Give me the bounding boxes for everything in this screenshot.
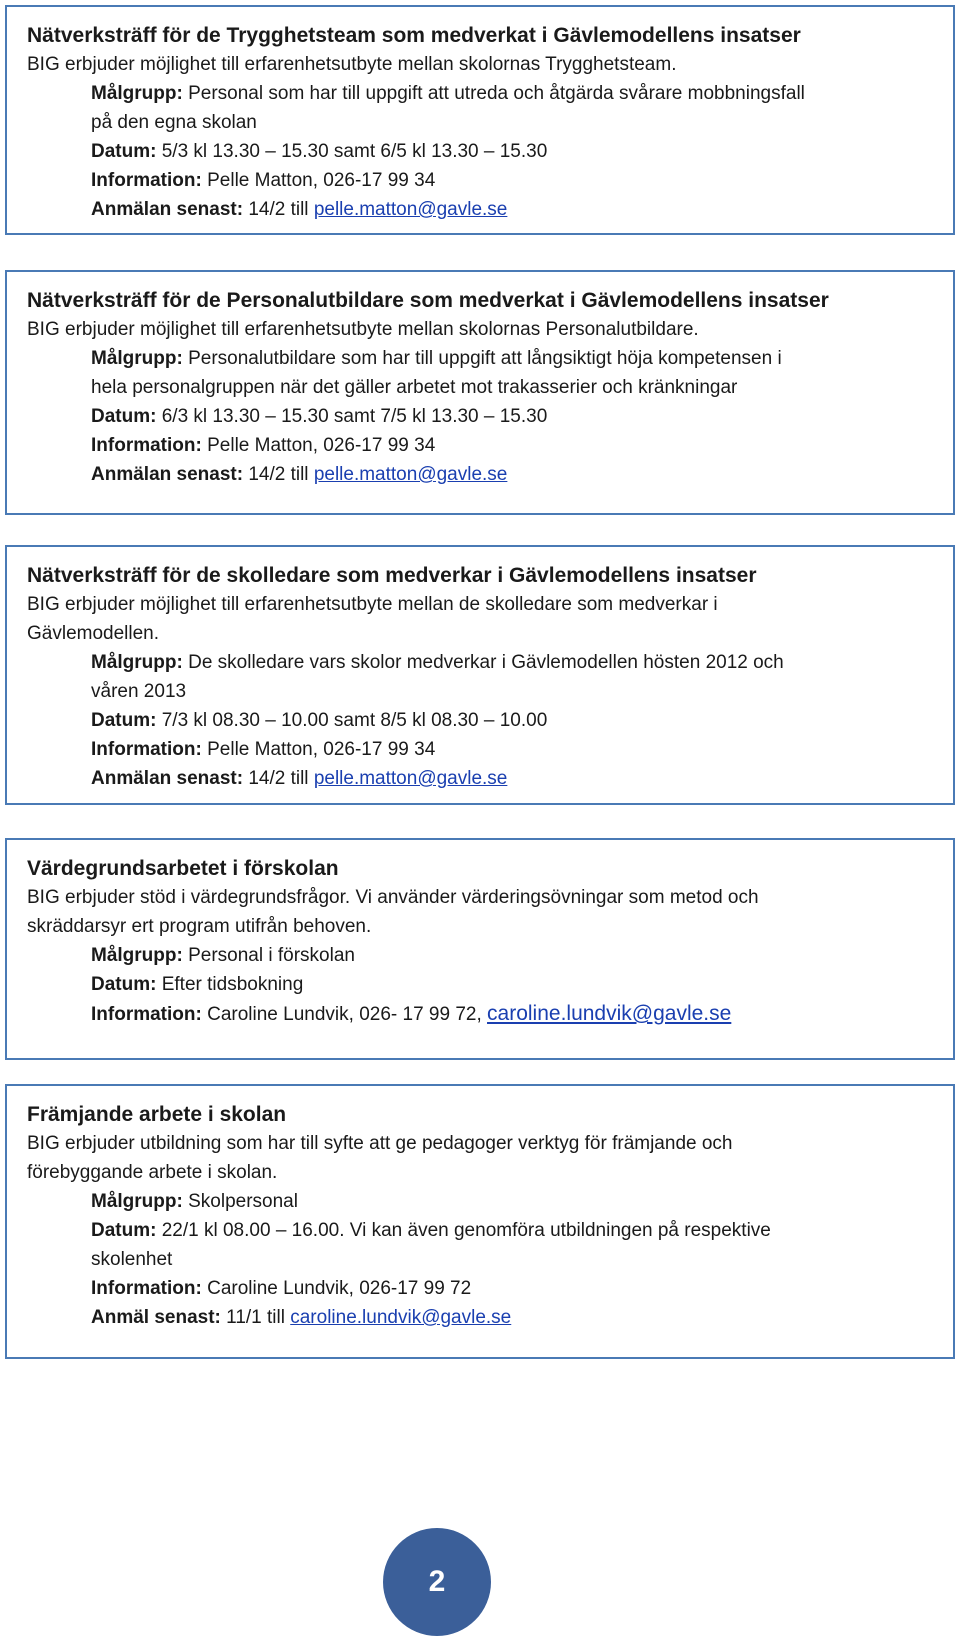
email-link[interactable]: pelle.matton@gavle.se [313,464,508,485]
info-label: Information: [91,435,202,456]
target-value: Personal som har till uppgift att utreda och åtgärda svårare mobbningsfall [188,83,805,104]
email-link[interactable]: caroline.lundvik@gavle.se [290,1307,512,1328]
date-value: 22/1 kl 08.00 – 16.00. Vi kan även genomföra utbildningen på respektive [161,1220,771,1241]
info-value: Caroline Lundvik, 026-17 99 72 [207,1278,472,1299]
target-value: Personalutbildare som har till uppgift att långsiktigt höja kompetensen i [188,348,782,369]
registration-label: Anmälan senast: [91,464,244,485]
info-value: Caroline Lundvik, 026- 17 99 72, [207,1004,482,1025]
email-link[interactable]: pelle.matton@gavle.se [313,199,508,220]
date-value: Efter tidsbokning [161,974,304,995]
info-label: Information: [91,1004,202,1025]
info-value: Pelle Matton, 026-17 99 34 [207,170,436,191]
info-value: Pelle Matton, 026-17 99 34 [207,739,436,760]
event-title: Nätverksträff för de skolledare som medverkar i Gävlemodellens insatser [27,564,757,587]
event-intro: BIG erbjuder möjlighet till erfarenhetsutbyte mellan de skolledare som medverkar i [27,594,718,615]
page-number-badge: 2 [383,1528,491,1636]
target-group [27,941,933,970]
event-info [27,166,933,195]
event-title: Värdegrundsarbetet i förskolan [27,857,339,880]
event-registration [27,764,933,793]
info-value: Pelle Matton, 026-17 99 34 [207,435,436,456]
target-group [27,1187,933,1216]
event-card-trygghetsteam [5,5,955,235]
event-info [27,735,933,764]
event-date [27,970,933,999]
target-label: Målgrupp: [91,1191,183,1212]
event-title: Främjande arbete i skolan [27,1103,287,1126]
event-intro-cont: skräddarsyr ert program utifrån behoven. [27,916,372,937]
registration-label: Anmäl senast: [91,1307,221,1328]
target-value: Skolpersonal [188,1191,298,1212]
event-intro: BIG erbjuder möjlighet till erfarenhetsutbyte mellan skolornas Personalutbildare. [27,319,699,340]
info-label: Information: [91,739,202,760]
target-label: Målgrupp: [91,945,183,966]
registration-value: 14/2 till [248,768,309,789]
date-label: Datum: [91,406,157,427]
date-label: Datum: [91,974,157,995]
event-registration [27,460,933,489]
target-label: Målgrupp: [91,652,183,673]
event-intro: BIG erbjuder möjlighet till erfarenhetsutbyte mellan skolornas Trygghetsteam. [27,54,677,75]
event-date [27,137,933,166]
email-link[interactable]: pelle.matton@gavle.se [313,768,508,789]
registration-label: Anmälan senast: [91,199,244,220]
date-value: 5/3 kl 13.30 – 15.30 samt 6/5 kl 13.30 – 15.30 [161,141,548,162]
date-value-cont: skolenhet [91,1249,173,1270]
registration-value: 11/1 till [226,1307,285,1328]
target-value-cont: hela personalgruppen när det gäller arbetet mot trakasserier och kränkningar [91,377,738,398]
event-date [27,402,933,431]
event-card-framjande [5,1084,955,1359]
target-value: Personal i förskolan [188,945,355,966]
info-label: Information: [91,1278,202,1299]
event-info [27,1274,933,1303]
date-label: Datum: [91,710,157,731]
event-card-vardegrund [5,838,955,1060]
target-label: Målgrupp: [91,348,183,369]
event-intro-cont: förebyggande arbete i skolan. [27,1162,278,1183]
target-value-cont: våren 2013 [91,681,187,702]
target-value: De skolledare vars skolor medverkar i Gävlemodellen hösten 2012 och [188,652,784,673]
target-value-cont: på den egna skolan [91,112,257,133]
event-info [27,999,933,1029]
registration-value: 14/2 till [248,199,309,220]
target-label: Målgrupp: [91,83,183,104]
event-card-skolledare [5,545,955,805]
date-label: Datum: [91,141,157,162]
event-date [27,706,933,735]
date-label: Datum: [91,1220,157,1241]
event-intro: BIG erbjuder utbildning som har till syfte att ge pedagoger verktyg för främjande och [27,1133,733,1154]
event-info [27,431,933,460]
event-intro: BIG erbjuder stöd i värdegrundsfrågor. Vi använder värderingsövningar som metod och [27,887,759,908]
event-card-personalutbildare [5,270,955,515]
event-registration [27,195,933,224]
target-group [27,648,933,677]
date-value: 7/3 kl 08.30 – 10.00 samt 8/5 kl 08.30 – 10.00 [161,710,548,731]
email-link[interactable]: caroline.lundvik@gavle.se [487,1002,732,1025]
registration-label: Anmälan senast: [91,768,244,789]
target-group [27,79,933,108]
event-intro-cont: Gävlemodellen. [27,623,160,644]
event-title: Nätverksträff för de Trygghetsteam som medverkat i Gävlemodellens insatser [27,24,801,47]
event-date [27,1216,933,1245]
target-group [27,344,933,373]
info-label: Information: [91,170,202,191]
registration-value: 14/2 till [248,464,309,485]
date-value: 6/3 kl 13.30 – 15.30 samt 7/5 kl 13.30 – 15.30 [161,406,548,427]
event-title: Nätverksträff för de Personalutbildare som medverkat i Gävlemodellens insatser [27,289,829,312]
event-registration [27,1303,933,1332]
